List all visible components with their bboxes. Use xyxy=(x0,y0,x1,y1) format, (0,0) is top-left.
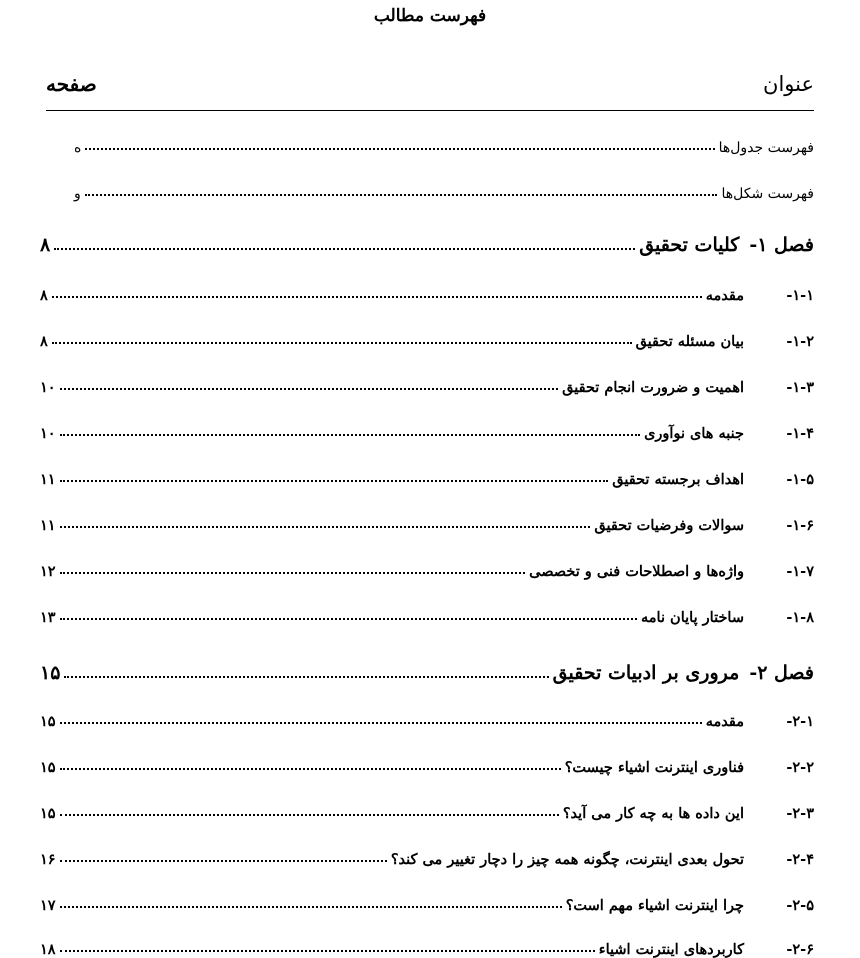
dot-leader xyxy=(60,768,561,770)
column-header-title: عنوان xyxy=(763,72,814,96)
toc-entry-page: ۱۲ xyxy=(40,563,56,580)
toc-entry-page: ه xyxy=(74,140,82,156)
toc-entry-text: فهرست شکل‌ها xyxy=(721,186,814,202)
toc-entry-text: سوالات وفرضیات تحقیق xyxy=(594,517,744,534)
dot-leader xyxy=(52,296,702,298)
dot-leader xyxy=(60,814,559,816)
toc-entry[interactable] xyxy=(40,276,814,304)
toc-entry-number: ۲-۴- xyxy=(786,851,814,868)
toc-entry-text: جنبه های نوآوری xyxy=(644,425,744,442)
toc-entry-text: این داده ها به چه کار می آید؟ xyxy=(562,805,744,822)
toc-entry[interactable] xyxy=(40,322,814,350)
dot-leader xyxy=(85,148,714,150)
toc-entry-number: ۱-۱- xyxy=(786,287,814,304)
toc-entry-page: ۱۶ xyxy=(40,851,56,868)
page-title: فهرست مطالب xyxy=(373,6,487,26)
toc-entry-text: کلیات تحقیق xyxy=(639,234,740,256)
toc-entry-number: ۲-۱- xyxy=(786,713,814,730)
toc-entry[interactable] xyxy=(40,930,814,958)
toc-entry-page: ۸ xyxy=(40,287,48,304)
toc-entry-page: ۱۱ xyxy=(40,517,56,534)
toc-entry-text: تحول بعدی اینترنت، چگونه همه چیز را دچار تغییر می کند؟ xyxy=(390,851,744,868)
toc-entry[interactable] xyxy=(40,552,814,580)
toc-entry-number: ۱-۵- xyxy=(786,471,814,488)
toc-entry-page: ۱۸ xyxy=(40,941,56,958)
toc-entry-text: اهداف برجسته تحقیق xyxy=(612,471,744,488)
toc-entry-page: ۱۵ xyxy=(40,759,56,776)
toc-entry-page: ۸ xyxy=(40,333,48,350)
toc-entry-page: ۱۵ xyxy=(40,805,56,822)
toc-entry-page: ۱۰ xyxy=(40,379,56,396)
toc-entry-number: ۱-۶- xyxy=(786,517,814,534)
toc-entry-text: فهرست جدول‌ها xyxy=(718,140,814,156)
toc-entry[interactable] xyxy=(40,368,814,396)
toc-entry-text: مقدمه xyxy=(705,287,744,304)
dot-leader xyxy=(60,572,526,574)
toc-entry-text: واژه‌ها و اصطلاحات فنی و تخصصی xyxy=(529,563,744,580)
toc-entry-page: ۱۷ xyxy=(40,897,56,914)
toc-entry[interactable] xyxy=(40,702,814,730)
toc-entry[interactable] xyxy=(40,598,814,626)
dot-leader xyxy=(60,618,637,620)
toc-entry-text: ساختار پایان نامه xyxy=(641,609,744,626)
toc-entry-text: اهمیت و ضرورت انجام تحقیق xyxy=(562,379,744,396)
toc-entry-number: ۱-۲- xyxy=(786,333,814,350)
toc-entry-page: ۱۱ xyxy=(40,471,56,488)
dot-leader xyxy=(60,722,702,724)
toc-entry[interactable] xyxy=(74,174,814,202)
dot-leader xyxy=(60,860,387,862)
toc-entry-text: چرا اینترنت اشیاء مهم است؟ xyxy=(565,897,744,914)
toc-entry[interactable] xyxy=(74,128,814,156)
toc-entry-number: ۱-۷- xyxy=(786,563,814,580)
toc-entry-number: ۱-۸- xyxy=(786,609,814,626)
toc-entry[interactable] xyxy=(40,460,814,488)
toc-entry-number: ۲-۲- xyxy=(786,759,814,776)
toc-entry[interactable] xyxy=(40,840,814,868)
dot-leader xyxy=(60,950,595,952)
dot-leader xyxy=(60,526,591,528)
toc-entry-text: مروری بر ادبیات تحقیق xyxy=(552,662,740,684)
toc-entry-number: فصل ۲- xyxy=(749,662,814,684)
toc-entry[interactable] xyxy=(40,886,814,914)
dot-leader xyxy=(85,194,718,196)
column-header-page: صفحه xyxy=(46,72,97,96)
toc-entry-number: ۲-۶- xyxy=(786,941,814,958)
dot-leader xyxy=(60,480,609,482)
toc-entry-number: ۲-۳- xyxy=(786,805,814,822)
dot-leader xyxy=(60,434,641,436)
toc-entry-text: فناوری اینترنت اشیاء چیست؟ xyxy=(564,759,744,776)
toc-chapter-entry[interactable] xyxy=(40,228,814,256)
dot-leader xyxy=(64,676,548,678)
toc-entry-number: ۱-۴- xyxy=(786,425,814,442)
toc-entry[interactable] xyxy=(40,414,814,442)
toc-entry-page: ۸ xyxy=(40,234,51,256)
toc-entry[interactable] xyxy=(40,748,814,776)
toc-entry-text: بیان مسئله تحقیق xyxy=(635,333,744,350)
dot-leader xyxy=(60,906,562,908)
toc-entry-page: ۱۳ xyxy=(40,609,56,626)
toc-chapter-entry[interactable] xyxy=(40,656,814,684)
toc-entry-number: فصل ۱- xyxy=(749,234,814,256)
toc-entry-page: ۱۵ xyxy=(40,713,56,730)
toc-entry-text: مقدمه xyxy=(705,713,744,730)
toc-entry-page: و xyxy=(74,186,81,202)
toc-entry-text: کاربردهای اینترنت اشیاء xyxy=(598,941,744,958)
toc-entry-number: ۱-۳- xyxy=(786,379,814,396)
dot-leader xyxy=(52,342,632,344)
toc-entry-page: ۱۰ xyxy=(40,425,56,442)
toc-entry-number: ۲-۵- xyxy=(786,897,814,914)
dot-leader xyxy=(54,248,635,250)
toc-entry[interactable] xyxy=(40,794,814,822)
dot-leader xyxy=(60,388,559,390)
toc-entry-page: ۱۵ xyxy=(40,662,61,684)
toc-entry[interactable] xyxy=(40,506,814,534)
